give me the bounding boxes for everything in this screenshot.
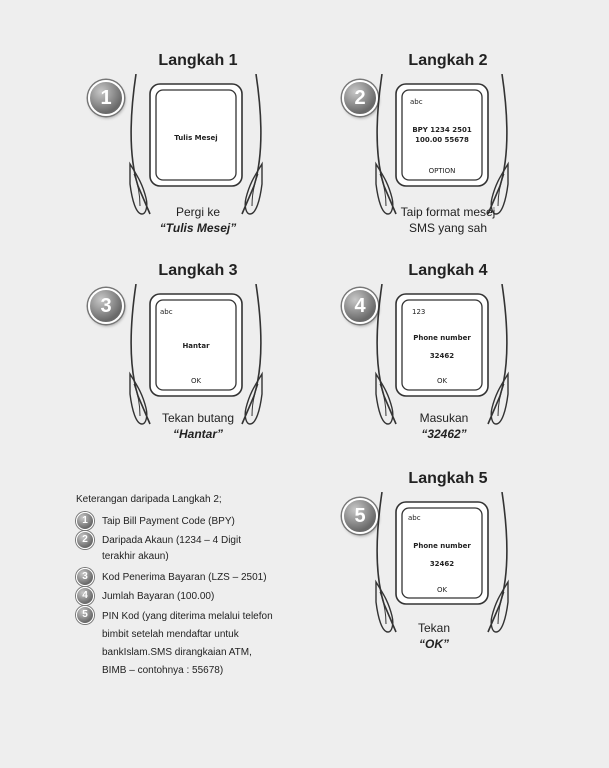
legend-item-text: Daripada Akaun (1234 – 4 Digit terakhir akaun) bbox=[102, 535, 241, 562]
legend-item bbox=[76, 606, 306, 686]
legend-number-badge: 3 bbox=[76, 568, 94, 586]
step-title: Langkah 2 bbox=[408, 52, 488, 69]
step-number-badge: 4 bbox=[342, 288, 378, 324]
screen-line: Phone number bbox=[413, 542, 471, 550]
legend-item bbox=[76, 568, 306, 586]
legend-item-text: PIN Kod (yang diterima melalui telefon bimbit setelah mendaftar untuk bankIslam.SMS dirangkaian ATM, BIMB – contohnya : 55678) bbox=[102, 611, 273, 676]
step-caption bbox=[118, 410, 278, 442]
caption-line-2: “Tulis Mesej” bbox=[159, 221, 237, 235]
step-title: Langkah 3 bbox=[158, 262, 238, 279]
step-caption bbox=[118, 204, 278, 236]
screen-softkey: OK bbox=[436, 586, 448, 594]
step-3 bbox=[78, 262, 318, 442]
caption-line-1: Masukan bbox=[419, 411, 469, 425]
legend-item bbox=[76, 531, 306, 567]
step-title: Langkah 5 bbox=[408, 470, 488, 487]
legend-item-text: Kod Penerima Bayaran (LZS – 2501) bbox=[102, 572, 267, 583]
legend-heading: Keterangan daripada Langkah 2; bbox=[76, 494, 222, 505]
screen-line: Tulis Mesej bbox=[174, 134, 218, 142]
screen-top-label: abc bbox=[160, 308, 173, 316]
step-5 bbox=[332, 470, 572, 650]
caption-line-2: SMS yang sah bbox=[408, 221, 488, 235]
legend-number-badge: 2 bbox=[76, 531, 94, 549]
step-title: Langkah 1 bbox=[158, 52, 238, 69]
legend-number-badge: 5 bbox=[76, 606, 94, 624]
screen-softkey: OK bbox=[436, 377, 448, 385]
legend-item-text: Jumlah Bayaran (100.00) bbox=[102, 591, 215, 602]
screen-line: Hantar bbox=[182, 342, 210, 350]
step-1 bbox=[78, 52, 318, 235]
caption-line-1: Tekan bbox=[417, 621, 451, 635]
step-caption bbox=[354, 620, 514, 652]
screen-line: 32462 bbox=[429, 560, 455, 568]
step-number-badge: 1 bbox=[88, 80, 124, 116]
screen-top-label: abc bbox=[408, 514, 421, 522]
screen-line: 100.00 55678 bbox=[415, 136, 469, 144]
step-2 bbox=[332, 52, 572, 235]
step-title: Langkah 4 bbox=[408, 262, 488, 279]
legend-number-badge: 1 bbox=[76, 512, 94, 530]
screen-softkey: OPTION bbox=[428, 167, 456, 175]
screen-line: Phone number bbox=[413, 334, 471, 342]
legend-number-badge: 4 bbox=[76, 587, 94, 605]
caption-line-2: “Hantar” bbox=[172, 427, 223, 441]
screen-line: 32462 bbox=[429, 352, 455, 360]
step-number-badge: 2 bbox=[342, 80, 378, 116]
step-caption bbox=[364, 410, 524, 442]
caption-line-1: Taip format mesej bbox=[400, 205, 496, 219]
caption-line-1: Tekan butang bbox=[161, 411, 235, 425]
step-number-badge: 5 bbox=[342, 498, 378, 534]
legend-item bbox=[76, 512, 306, 530]
caption-line-1: Pergi ke bbox=[175, 205, 221, 219]
caption-line-2: “32462” bbox=[421, 427, 467, 441]
step-number-badge: 3 bbox=[88, 288, 124, 324]
step-4 bbox=[332, 262, 572, 442]
screen-top-label: abc bbox=[410, 98, 423, 106]
legend-item-text: Taip Bill Payment Code (BPY) bbox=[102, 516, 235, 527]
legend-item bbox=[76, 587, 306, 605]
screen-top-label: 123 bbox=[412, 308, 426, 316]
phone-illustration bbox=[126, 74, 266, 216]
phone-illustration bbox=[126, 284, 266, 426]
step-caption bbox=[368, 204, 528, 236]
screen-line: BPY 1234 2501 bbox=[412, 126, 472, 134]
screen-softkey: OK bbox=[190, 377, 202, 385]
phone-illustration bbox=[372, 74, 512, 216]
caption-line-2: “OK” bbox=[419, 637, 449, 651]
